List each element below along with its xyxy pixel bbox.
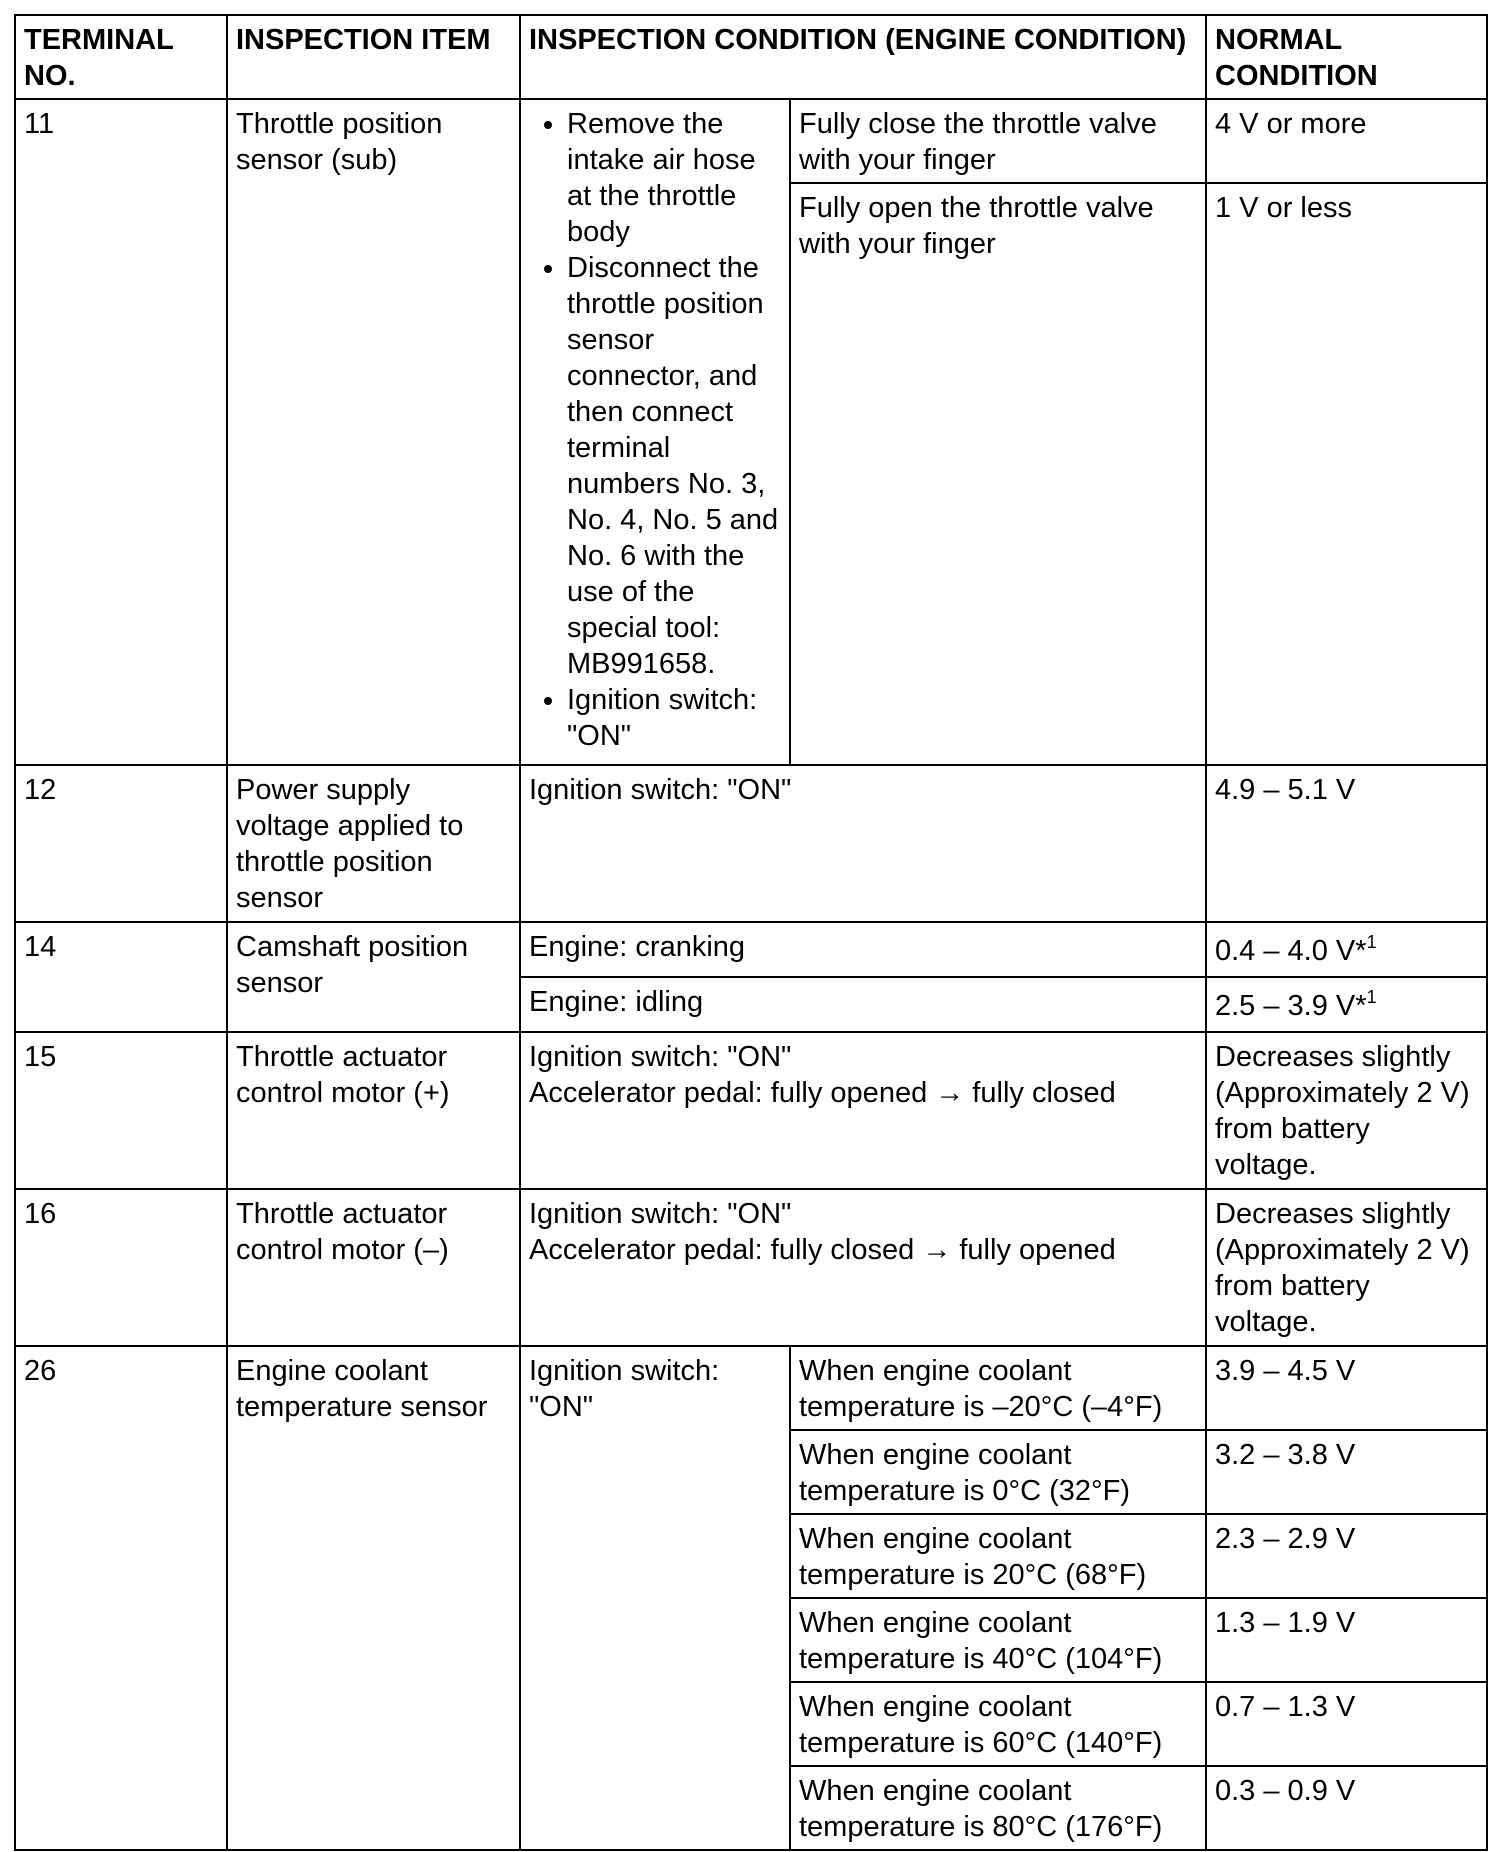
table-row: [15, 765, 1487, 922]
inspection-item-cell: Camshaft position sensor: [227, 922, 520, 1032]
sub-condition-cell: When engine coolant temperature is 80°C (176°F): [790, 1766, 1206, 1850]
inspection-item-cell: Throttle position sensor (sub): [227, 99, 520, 765]
list-item: • Remove the intake air hose at the throttle body: [567, 106, 781, 250]
sub-condition-cell: When engine coolant temperature is 20°C (68°F): [790, 1514, 1206, 1598]
inspection-condition-cell: [520, 1189, 1206, 1346]
normal-condition-cell: 1 V or less: [1206, 183, 1487, 765]
normal-condition-cell: 4 V or more: [1206, 99, 1487, 183]
inspection-condition-cell: [520, 99, 790, 765]
footnote-marker: 1: [1366, 932, 1377, 952]
sub-condition-cell: When engine coolant temperature is 0°C (32°F): [790, 1430, 1206, 1514]
footnote-marker: 1: [1366, 987, 1377, 1007]
condition-line: Accelerator pedal: fully closed → fully opened: [529, 1234, 1116, 1266]
list-item: • Disconnect the throttle position sensor connector, and then connect terminal numbers No. 3, No. 4, No. 5 and No. 6 with the use of the special tool: MB991658.: [567, 250, 781, 682]
terminal-no-cell: 26: [15, 1346, 227, 1850]
condition-line: Ignition switch: "ON": [529, 1198, 792, 1230]
terminal-no-cell: 12: [15, 765, 227, 922]
inspection-condition-cell: Ignition switch: "ON": [520, 1346, 790, 1850]
inspection-item-cell: Power supply voltage applied to throttle position sensor: [227, 765, 520, 922]
normal-condition-cell: 3.2 – 3.8 V: [1206, 1430, 1487, 1514]
header-row: [15, 15, 1487, 99]
sub-condition-cell: When engine coolant temperature is 60°C (140°F): [790, 1682, 1206, 1766]
normal-condition-cell: 3.9 – 4.5 V: [1206, 1346, 1487, 1430]
inspection-condition-cell: Engine: idling: [520, 977, 1206, 1032]
inspection-item-cell: Throttle actuator control motor (+): [227, 1032, 520, 1189]
table-row: [15, 1032, 1487, 1189]
table-row: [15, 1346, 1487, 1430]
normal-condition-cell: [1206, 977, 1487, 1032]
terminal-no-cell: 16: [15, 1189, 227, 1346]
header-inspection-item: INSPECTION ITEM: [227, 15, 520, 99]
inspection-condition-cell: Engine: cranking: [520, 922, 1206, 977]
terminal-no-cell: 11: [15, 99, 227, 765]
condition-line: Accelerator pedal: fully opened → fully closed: [529, 1077, 1116, 1109]
inspection-item-cell: Throttle actuator control motor (–): [227, 1189, 520, 1346]
condition-line: Ignition switch: "ON": [529, 1041, 792, 1073]
inspection-condition-cell: Ignition switch: "ON": [520, 765, 1206, 922]
terminal-no-cell: 15: [15, 1032, 227, 1189]
sub-condition-cell: When engine coolant temperature is –20°C (–4°F): [790, 1346, 1206, 1430]
normal-value: 2.5 – 3.9 V*: [1215, 990, 1367, 1022]
condition-bullet-list: [529, 106, 781, 754]
table-row: [15, 922, 1487, 977]
normal-condition-cell: 2.3 – 2.9 V: [1206, 1514, 1487, 1598]
inspection-condition-cell: [520, 1032, 1206, 1189]
normal-condition-cell: 0.7 – 1.3 V: [1206, 1682, 1487, 1766]
normal-condition-cell: Decreases slightly (Approximately 2 V) from battery voltage.: [1206, 1189, 1487, 1346]
inspection-item-cell: Engine coolant temperature sensor: [227, 1346, 520, 1850]
normal-condition-cell: Decreases slightly (Approximately 2 V) from battery voltage.: [1206, 1032, 1487, 1189]
list-item: • Ignition switch: "ON": [567, 682, 781, 754]
terminal-no-cell: 14: [15, 922, 227, 1032]
table-row: [15, 1189, 1487, 1346]
header-terminal-no: TERMINAL NO.: [15, 15, 227, 99]
header-normal-condition: NORMAL CONDITION: [1206, 15, 1487, 99]
table-row: [15, 99, 1487, 183]
header-inspection-condition: INSPECTION CONDITION (ENGINE CONDITION): [520, 15, 1206, 99]
sub-condition-cell: Fully open the throttle valve with your finger: [790, 183, 1206, 765]
normal-value: 0.4 – 4.0 V*: [1215, 935, 1367, 967]
normal-condition-cell: 0.3 – 0.9 V: [1206, 1766, 1487, 1850]
sub-condition-cell: When engine coolant temperature is 40°C (104°F): [790, 1598, 1206, 1682]
normal-condition-cell: [1206, 922, 1487, 977]
inspection-table: [14, 14, 1488, 1851]
normal-condition-cell: 4.9 – 5.1 V: [1206, 765, 1487, 922]
sub-condition-cell: Fully close the throttle valve with your finger: [790, 99, 1206, 183]
normal-condition-cell: 1.3 – 1.9 V: [1206, 1598, 1487, 1682]
